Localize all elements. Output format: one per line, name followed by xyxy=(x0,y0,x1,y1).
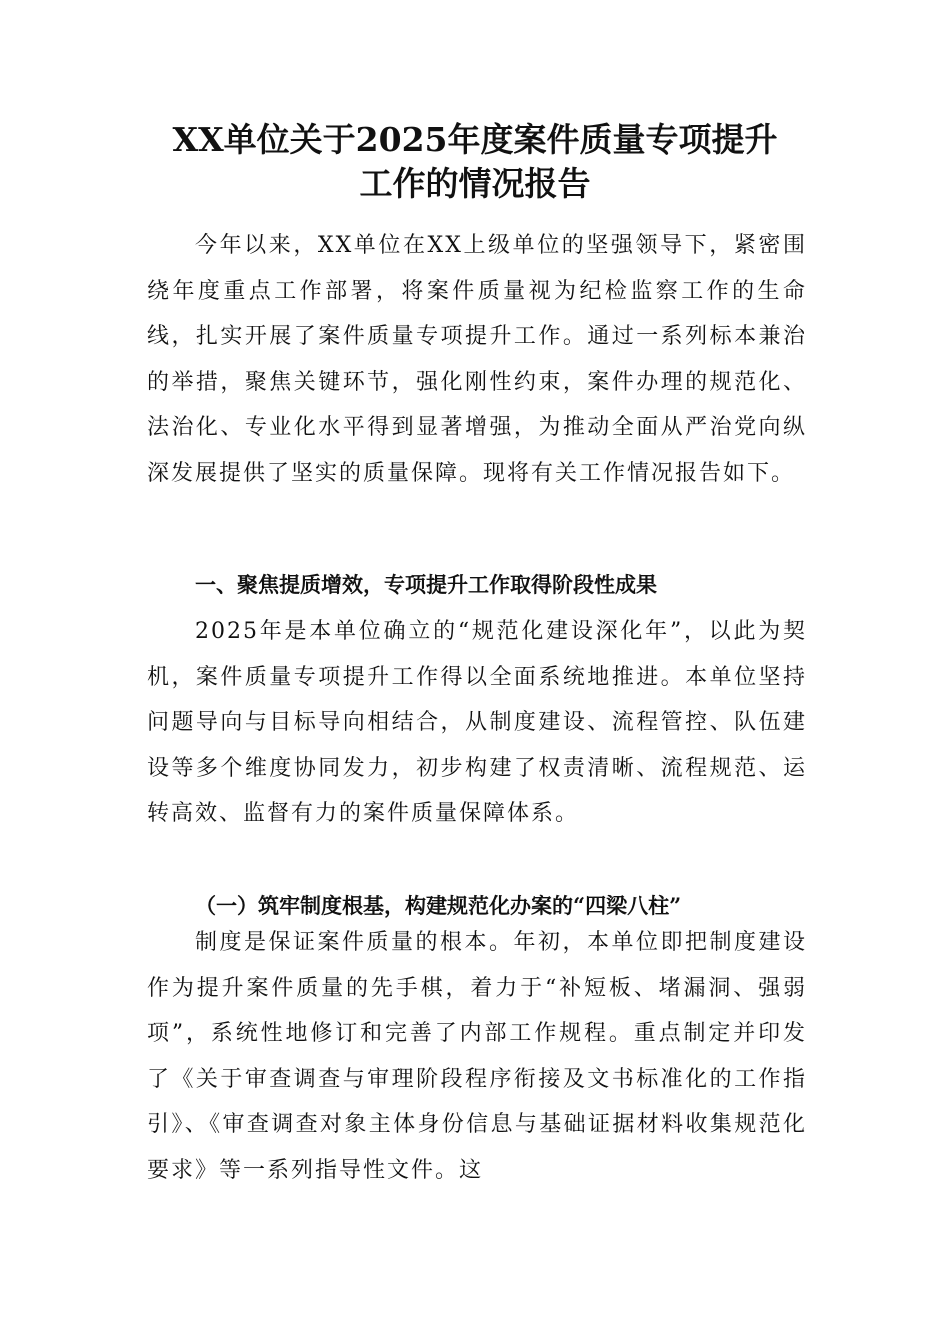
intro-paragraph: 今年以来，XX单位在XX上级单位的坚强领导下，紧密围绕年度重点工作部署，将案件质量视为纪检监察工作的生命线，扎实开展了案件质量专项提升工作。通过一系列标本兼治的举措，聚焦关键环节，强化刚性约束，案件办理的规范化、法治化、专业化水平得到显著增强，为推动全面从严治党向纵深发展提供了坚实的质量保障。现将有关工作情况报告如下。 xyxy=(147,233,807,486)
document-title-line-1: XX单位关于2025年度案件质量专项提升 xyxy=(172,120,778,159)
section-1-heading: 一、聚焦提质增效，专项提升工作取得阶段性成果 xyxy=(195,573,657,597)
subsection-1-heading: （一）筑牢制度根基，构建规范化办案的“四梁八柱” xyxy=(195,893,682,918)
document-title-line-2: 工作的情况报告 xyxy=(359,164,591,203)
subsection-1-paragraph: 制度是保证案件质量的根本。年初，本单位即把制度建设作为提升案件质量的先手棋，着力于“补短板、堵漏洞、强弱项”，系统性地修订和完善了内部工作规程。重点制定并印发了《关于审查调查与审理阶段程序衔接及文书标准化的工作指引》、《审查调查对象主体身份信息与基础证据材料收集规范化要求》等一系列指导性文件。这 xyxy=(147,930,807,1183)
section-1-paragraph: 2025年是本单位确立的“规范化建设深化年”，以此为契机，案件质量专项提升工作得以全面系统地推进。本单位坚持问题导向与目标导向相结合，从制度建设、流程管控、队伍建设等多个维度协同发力，初步构建了权责清晰、流程规范、运转高效、监督有力的案件质量保障体系。 xyxy=(147,619,807,827)
